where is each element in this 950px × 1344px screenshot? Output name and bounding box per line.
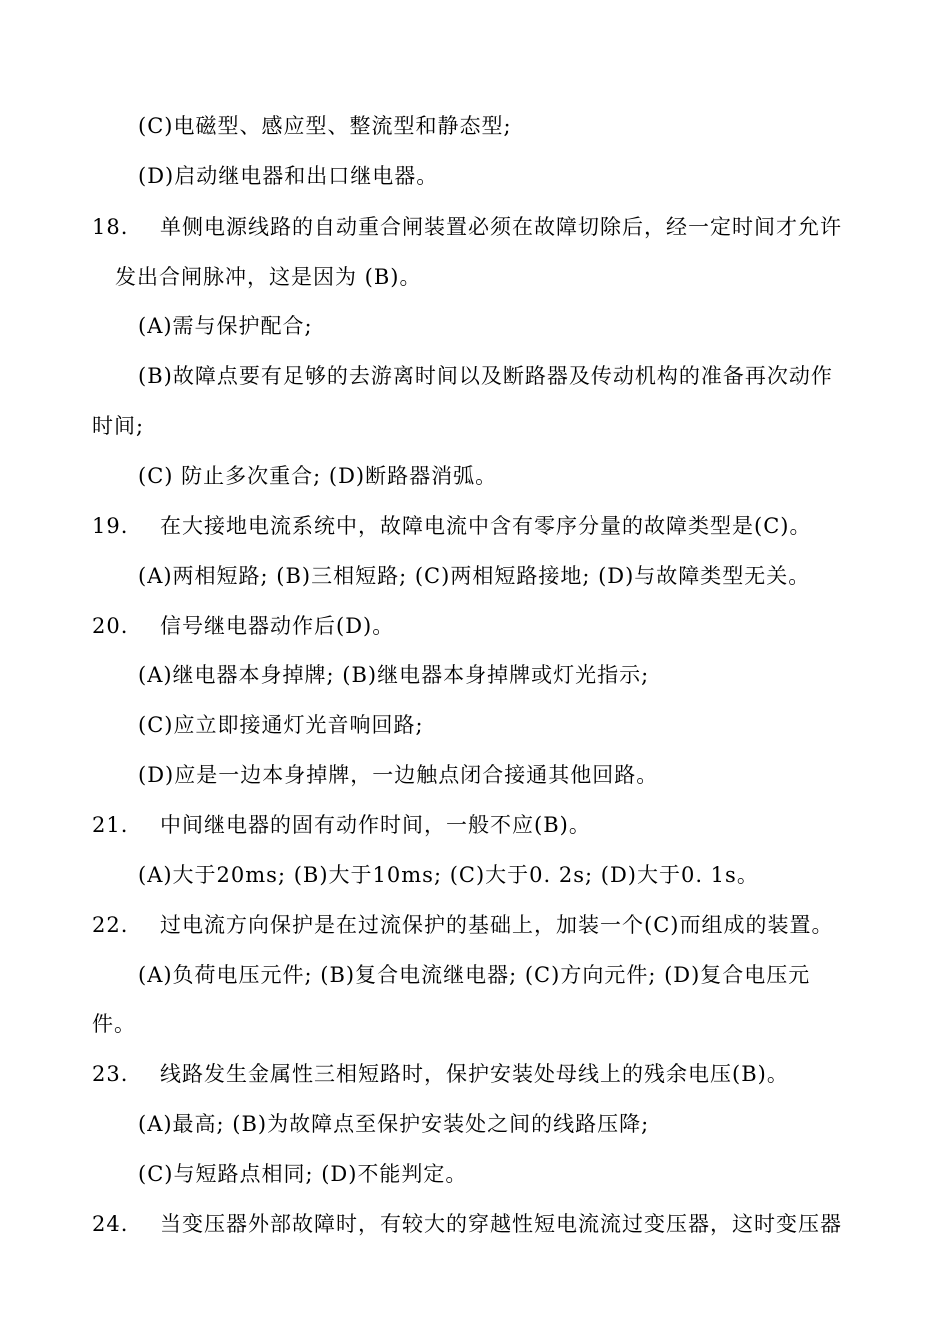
question-18-continuation: 发出合闸脉冲，这是因为 (B)。 xyxy=(115,265,422,289)
question-20 xyxy=(92,612,394,640)
q23-options-ab: (A)最高; (B)为故障点至保护安装处之间的线路压降; xyxy=(138,1112,650,1136)
q20-options-ab: (A)继电器本身掉牌; (B)继电器本身掉牌或灯光指示; xyxy=(138,663,650,687)
q17-option-d: (D)启动继电器和出口继电器。 xyxy=(138,164,439,188)
question-text: 当变压器外部故障时，有较大的穿越性短电流流过变压器，这时变压器 xyxy=(160,1212,842,1236)
q22-options: (A)负荷电压元件; (B)复合电流继电器; (C)方向元件; (D)复合电压元 xyxy=(138,963,811,987)
question-22 xyxy=(92,911,833,939)
q20-option-d: (D)应是一边本身掉牌，一边触点闭合接通其他回路。 xyxy=(138,763,659,787)
q17-option-c: (C)电磁型、感应型、整流型和静态型; xyxy=(138,114,512,138)
q18-option-b-continuation: 时间; xyxy=(92,414,145,438)
q18-option-a: (A)需与保护配合; xyxy=(138,314,313,338)
question-18 xyxy=(92,213,842,241)
q18-option-b: (B)故障点要有足够的去游离时间以及断路器及传动机构的准备再次动作 xyxy=(138,364,833,388)
question-number: 22. xyxy=(92,913,129,937)
question-23 xyxy=(92,1060,789,1088)
q22-options-continuation: 件。 xyxy=(92,1012,136,1036)
question-21 xyxy=(92,811,591,839)
question-text: 线路发生金属性三相短路时，保护安装处母线上的残余电压(B)。 xyxy=(160,1062,789,1086)
q23-options-cd: (C)与短路点相同; (D)不能判定。 xyxy=(138,1162,468,1186)
q19-options: (A)两相短路; (B)三相短路; (C)两相短路接地; (D)与故障类型无关。 xyxy=(138,564,811,588)
question-number: 18. xyxy=(92,215,129,239)
question-text: 在大接地电流系统中，故障电流中含有零序分量的故障类型是(C)。 xyxy=(160,514,812,538)
question-19 xyxy=(92,512,811,540)
question-text: 信号继电器动作后(D)。 xyxy=(160,614,395,638)
question-text: 过电流方向保护是在过流保护的基础上，加装一个(C)而组成的装置。 xyxy=(160,913,834,937)
question-text: 单侧电源线路的自动重合闸装置必须在故障切除后，经一定时间才允许 xyxy=(160,215,842,239)
question-number: 23. xyxy=(92,1062,129,1086)
q20-option-c: (C)应立即接通灯光音响回路; xyxy=(138,713,424,737)
q18-options-cd: (C) 防止多次重合; (D)断路器消弧。 xyxy=(138,464,498,488)
question-text: 中间继电器的固有动作时间，一般不应(B)。 xyxy=(160,813,591,837)
q21-options: (A)大于20ms; (B)大于10ms; (C)大于0. 2s; (D)大于0. 1s。 xyxy=(138,863,759,887)
question-24 xyxy=(92,1210,842,1238)
question-number: 21. xyxy=(92,813,129,837)
question-number: 24. xyxy=(92,1212,129,1236)
question-number: 19. xyxy=(92,514,129,538)
question-number: 20. xyxy=(92,614,129,638)
